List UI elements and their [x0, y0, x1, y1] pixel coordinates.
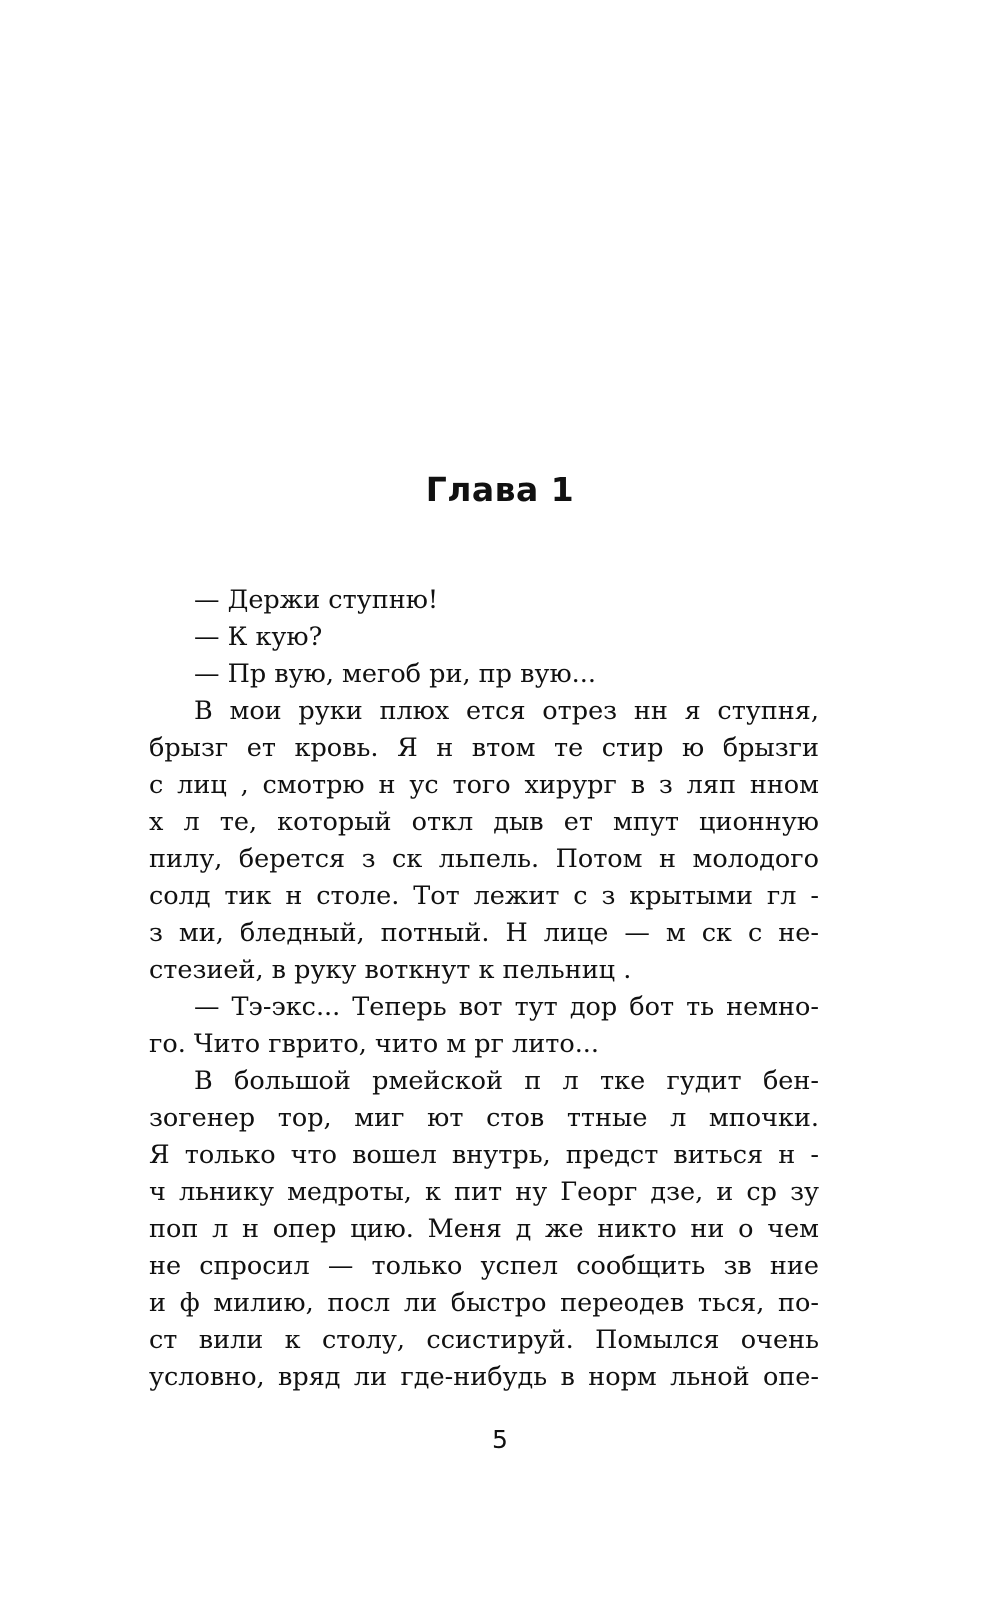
text-line: условно, вряд ли где-нибудь в норм льной опе- [149, 1362, 819, 1392]
text-line: В мои руки плюх ется отрез нн я ступня, [194, 696, 819, 726]
text-line: ст вили к столу, ссистируй. Помылся очень [149, 1325, 819, 1355]
text-line: ч льнику медроты, к пит ну Георг дзе, и ср зу [149, 1177, 819, 1207]
text-line: — Пр вую, мегоб ри, пр вую... [194, 659, 596, 689]
text-line: стезией, в руку воткнут к пельниц . [149, 955, 632, 985]
text-line: Я только что вошел внутрь, предст виться н - [149, 1140, 819, 1170]
page-number: 5 [492, 1425, 508, 1454]
chapter-title: Глава 1 [425, 470, 575, 509]
text-line: з ми, бледный, потный. Н лице — м ск с не- [149, 918, 819, 948]
text-line: не спросил — только успел сообщить зв ние [149, 1251, 819, 1281]
chapter-text [149, 582, 819, 1396]
text-line: с лиц , смотрю н ус того хирург в з ляп нном [149, 770, 819, 800]
text-line: го. Чито гврито, чито м рг лито... [149, 1029, 600, 1059]
text-line: В большой рмейской п л тке гудит бен- [194, 1066, 819, 1096]
text-line: — Держи ступню! [194, 585, 439, 615]
text-line: — К кую? [194, 622, 323, 652]
text-line: и ф милию, посл ли быстро переодев ться, по- [149, 1288, 819, 1318]
text-line: солд тик н столе. Тот лежит с з крытыми гл - [149, 881, 819, 911]
text-line: зогенер тор, миг ют стов ттные л мпочки. [149, 1103, 819, 1133]
text-line: поп л н опер цию. Меня д же никто ни о чем [149, 1214, 819, 1244]
text-line: х л те, который откл дыв ет мпут ционную [149, 807, 819, 837]
text-line: пилу, берется з ск льпель. Потом н молодого [149, 844, 819, 874]
text-line: брызг ет кровь. Я н втом те стир ю брызги [149, 733, 819, 763]
text-line: — Тэ-экс... Теперь вот тут дор бот ть немно- [194, 992, 819, 1022]
